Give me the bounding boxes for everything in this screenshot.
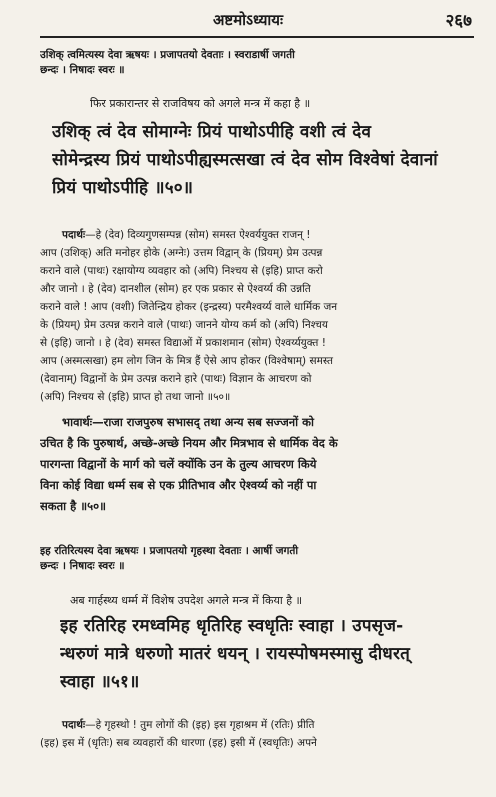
verse51-meta	[40, 544, 470, 574]
mantra-line: प्रियं पाथोऽपीहि ॥५०॥	[52, 178, 194, 198]
mantra-line: न्धरुणं मात्रे धरुणो मातरं धयन् । रायस्पोषमस्मासु दीधरत्	[60, 644, 411, 664]
padartha-line: और जानो । हे (देव) दानशील (सोम) हर एक प्रकार से ऐश्वर्य्य की उन्नति	[40, 283, 311, 295]
header-rule	[40, 36, 474, 38]
verse51-intro: अब गार्हस्थ्य धर्म्म में विशेष उपदेश अगले मन्त्र में किया है ॥	[70, 594, 303, 607]
padartha-line: से (इहि) जानो । हे (देव) समस्त विद्याओं में प्रकाशमान (सोम) ऐश्वर्य्ययुक्त !	[40, 337, 326, 349]
chapter-title: अष्टमोऽध्यायः	[212, 11, 284, 29]
mantra-line: इह रतिरिह रमध्वमिह धृतिरिह स्वधृतिः स्वाहा । उपसृज-	[60, 616, 404, 636]
bhavartha-text: —राजा राजपुरुष सभासद् तथा अन्य सब सज्जनों को	[92, 415, 314, 429]
bhavartha-line: विना कोई विद्या धर्म्म सब से एक प्रीतिभाव और ऐश्वर्य्य को नहीं पा	[40, 478, 317, 492]
padartha-line: के (प्रियम्) प्रेम उत्पन्न कराने वाले (पाथः) जानने योग्य कर्म को (अपि) निश्चय	[40, 319, 328, 331]
padartha-text: —हे गृहस्थो ! तुम लोगों की (इह) इस गृहाश्रम में (रतिः) प्रीति	[85, 719, 315, 731]
page-header	[0, 8, 496, 34]
padartha-first-line	[40, 226, 470, 244]
padartha-line: (देवानाम्) विद्वानों के प्रेम उत्पन्न कराने हारे (पाथः) विज्ञान के आचरण को	[40, 373, 312, 385]
mantra-line: स्वाहा ॥५१॥	[60, 672, 140, 692]
verse50-padartha	[40, 226, 470, 406]
mantra-line: उशिक् त्वं देव सोमाग्नेः प्रियं पाथोऽपीहि वशी त्वं देव	[52, 122, 372, 142]
padartha-label: पदार्थः	[62, 229, 86, 241]
bhavartha-line: पारगन्ता विद्वानों के मार्ग को चलें क्योंकि उन के तुल्य आचरण किये	[40, 457, 317, 471]
verse51-mantra	[60, 612, 480, 696]
padartha-line: आप (अस्मत्सखा) हम लोग जिन के मित्र हैं ऐसे आप होकर (विश्वेषाम्) समस्त	[40, 355, 333, 367]
verse50-mantra	[52, 118, 482, 202]
meta-line: उशिक् त्वमित्यस्य देवा ऋषयः । प्रजापतयो देवताः । स्वराडार्षी जगती	[40, 49, 295, 61]
padartha-first-line	[40, 716, 470, 734]
padartha-text: —हे (देव) दिव्यगुणसम्पन्न (सोम) समस्त ऐश्वर्ययुक्त राजन् !	[85, 229, 311, 241]
bhavartha-line: उचित है कि पुरुषार्थ, अच्छे-अच्छे नियम और मित्रभाव से धार्मिक वेद के	[40, 436, 338, 450]
padartha-line: कराने वाले ! आप (वशी) जितेन्द्रिय होकर (इन्द्रस्य) परमैश्वर्य्य वाले धार्मिक जन	[40, 301, 338, 313]
mantra-line: सोमेन्द्रस्य प्रियं पाथोऽपीह्यस्मत्सखा त्वं देव सोम विश्वेषां देवानां	[52, 150, 438, 170]
page-number: २६७	[445, 11, 472, 31]
padartha-line: आप (उशिक्) अति मनोहर होके (अग्नेः) उत्तम विद्वान् के (प्रियम्) प्रेम उत्पन्न	[40, 247, 323, 259]
verse50-intro: फिर प्रकारान्तर से राजविषय को अगले मन्त्र में कहा है ॥	[90, 97, 311, 110]
padartha-label: पदार्थः	[62, 719, 86, 731]
meta-line: छन्दः । निषादः स्वरः ॥	[40, 560, 125, 572]
verse50-bhavartha	[40, 412, 470, 517]
bhavartha-first-line	[40, 412, 470, 433]
verse51-padartha	[40, 716, 470, 752]
bhavartha-label: भावार्थः	[62, 415, 93, 429]
padartha-line: (अपि) निश्चय से (इहि) प्राप्त हो तथा जानो ॥५०॥	[40, 391, 231, 403]
verse50-meta	[40, 48, 470, 78]
bhavartha-line: सकता है ॥५०॥	[40, 499, 106, 513]
meta-line: छन्दः । निषादः स्वरः ॥	[40, 64, 125, 76]
padartha-line: (इह) इस में (धृतिः) सब व्यवहारों की धारणा (इह) इसी में (स्वधृतिः) अपने	[40, 737, 317, 749]
meta-line: इह रतिरित्यस्य देवा ऋषयः । प्रजापतयो गृहस्था देवताः । आर्षी जगती	[40, 545, 299, 557]
padartha-line: कराने वाले (पाथः) रक्षायोग्य व्यवहार को (अपि) निश्चय से (इहि) प्राप्त करो	[40, 265, 323, 277]
